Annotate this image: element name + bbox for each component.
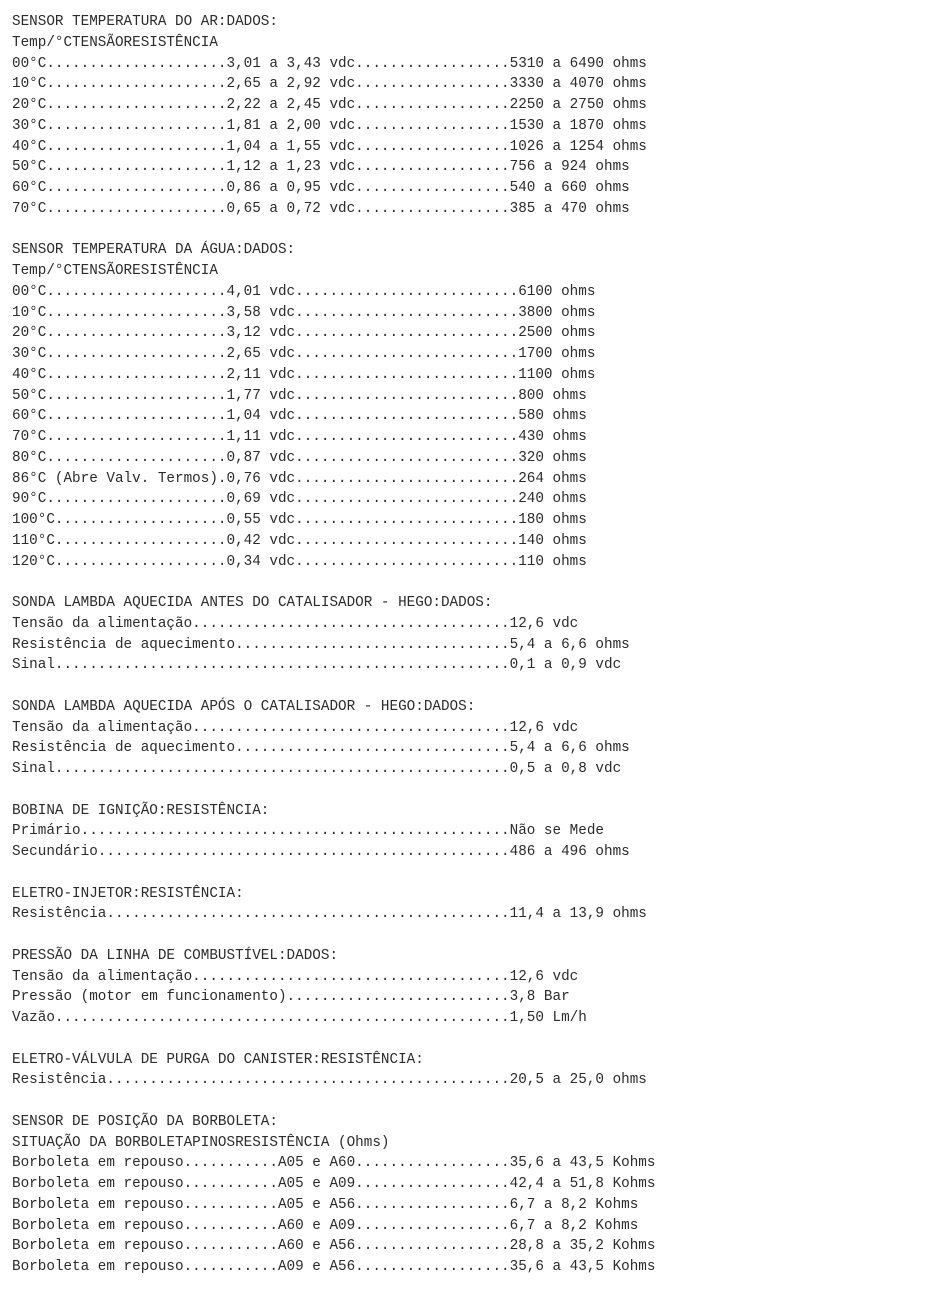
table-row: 10°C.....................2,65 a 2,92 vdc..................3330 a 4070 ohms: [12, 76, 647, 93]
table-row: Resistência...............................................11,4 a 13,9 ohms: [12, 906, 647, 923]
table-row: 30°C.....................2,65 vdc..........................1700 ohms: [12, 346, 596, 362]
spec-section: [12, 697, 655, 780]
table-row: Secundário................................................486 a 496 ohms: [12, 844, 630, 860]
table-row: 20°C.....................2,22 a 2,45 vdc..................2250 a 2750 ohms: [12, 97, 647, 113]
spec-section: [12, 946, 655, 1029]
spec-section: [12, 1050, 655, 1092]
table-row: 40°C.....................2,11 vdc..........................1100 ohms: [12, 366, 596, 383]
spec-section: [12, 801, 655, 863]
table-header: Temp/°CTENSÃORESISTÊNCIA: [12, 34, 218, 51]
spec-section: [12, 884, 655, 926]
table-row: Primário..................................................Não se Mede: [12, 823, 604, 840]
table-row: 90°C.....................0,69 vdc..........................240 ohms: [12, 491, 587, 508]
table-header: SITUAÇÃO DA BORBOLETAPINOSRESISTÊNCIA (Ohms): [12, 1134, 390, 1151]
section-title: ELETRO-VÁLVULA DE PURGA DO CANISTER:RESISTÊNCIA:: [12, 1051, 424, 1068]
table-row: Borboleta em repouso...........A60 e A56..................28,8 a 35,2 Kohms: [12, 1238, 656, 1255]
table-row: Borboleta em repouso...........A05 e A09..................42,4 a 51,8 Kohms: [12, 1176, 656, 1192]
table-row: 40°C.....................1,04 a 1,55 vdc..................1026 a 1254 ohms: [12, 138, 647, 155]
table-row: 30°C.....................1,81 a 2,00 vdc..................1530 a 1870 ohms: [12, 117, 647, 134]
table-row: Tensão da alimentação.....................................12,6 vdc: [12, 615, 579, 632]
table-row: Tensão da alimentação.....................................12,6 vdc: [12, 968, 579, 985]
table-row: Borboleta em repouso...........A05 e A60..................35,6 a 43,5 Kohms: [12, 1155, 656, 1172]
section-title: SONDA LAMBDA AQUECIDA APÓS O CATALISADOR - HEGO:DADOS:: [12, 698, 476, 715]
table-row: Resistência...............................................20,5 a 25,0 ohms: [12, 1072, 647, 1089]
section-title: PRESSÃO DA LINHA DE COMBUSTÍVEL:DADOS:: [12, 947, 339, 964]
table-row: 80°C.....................0,87 vdc..........................320 ohms: [12, 449, 587, 466]
table-row: 120°C....................0,34 vdc..........................110 ohms: [12, 553, 587, 570]
table-row: Borboleta em repouso...........A09 e A56..................35,6 a 43,5 Kohms: [12, 1259, 656, 1275]
table-row: 50°C.....................1,12 a 1,23 vdc..................756 a 924 ohms: [12, 159, 630, 176]
table-row: Sinal.....................................................0,5 a 0,8 vdc: [12, 761, 622, 777]
table-row: 10°C.....................3,58 vdc..........................3800 ohms: [12, 304, 596, 321]
table-row: 00°C.....................4,01 vdc..........................6100 ohms: [12, 283, 596, 300]
document-body: [12, 12, 655, 1299]
table-row: 86°C (Abre Valv. Termos).0,76 vdc..........................264 ohms: [12, 470, 587, 487]
section-title: SENSOR TEMPERATURA DO AR:DADOS:: [12, 14, 278, 30]
table-row: 50°C.....................1,77 vdc..........................800 ohms: [12, 387, 587, 404]
spec-section: [12, 593, 655, 676]
section-title: SENSOR TEMPERATURA DA ÁGUA:DADOS:: [12, 242, 296, 259]
table-row: Pressão (motor em funcionamento)..........................3,8 Bar: [12, 989, 570, 1006]
table-row: Borboleta em repouso...........A05 e A56..................6,7 a 8,2 Kohms: [12, 1196, 639, 1213]
table-row: Borboleta em repouso...........A60 e A09..................6,7 a 8,2 Kohms: [12, 1217, 639, 1234]
table-row: 60°C.....................0,86 a 0,95 vdc..................540 a 660 ohms: [12, 180, 630, 196]
section-title: BOBINA DE IGNIÇÃO:RESISTÊNCIA:: [12, 802, 270, 819]
table-row: Sinal.....................................................0,1 a 0,9 vdc: [12, 657, 622, 674]
table-row: 110°C....................0,42 vdc..........................140 ohms: [12, 532, 587, 549]
section-title: ELETRO-INJETOR:RESISTÊNCIA:: [12, 885, 244, 902]
table-row: Resistência de aquecimento................................5,4 a 6,6 ohms: [12, 740, 630, 757]
table-row: Vazão.....................................................1,50 Lm/h: [12, 1010, 587, 1026]
section-title: SONDA LAMBDA AQUECIDA ANTES DO CATALISADOR - HEGO:DADOS:: [12, 595, 493, 611]
table-row: Tensão da alimentação.....................................12,6 vdc: [12, 719, 579, 736]
table-row: Resistência de aquecimento................................5,4 a 6,6 ohms: [12, 636, 630, 653]
table-row: 00°C.....................3,01 a 3,43 vdc..................5310 a 6490 ohms: [12, 55, 647, 72]
table-row: 100°C....................0,55 vdc..........................180 ohms: [12, 512, 587, 528]
spec-section: [12, 240, 655, 572]
table-row: 70°C.....................0,65 a 0,72 vdc..................385 a 470 ohms: [12, 200, 630, 217]
section-title: SENSOR DE POSIÇÃO DA BORBOLETA:: [12, 1113, 278, 1130]
table-row: 70°C.....................1,11 vdc..........................430 ohms: [12, 429, 587, 445]
spec-section: [12, 12, 655, 220]
spec-section: [12, 1112, 655, 1278]
table-row: 60°C.....................1,04 vdc..........................580 ohms: [12, 408, 587, 425]
table-header: Temp/°CTENSÃORESISTÊNCIA: [12, 263, 218, 279]
table-row: 20°C.....................3,12 vdc..........................2500 ohms: [12, 325, 596, 342]
